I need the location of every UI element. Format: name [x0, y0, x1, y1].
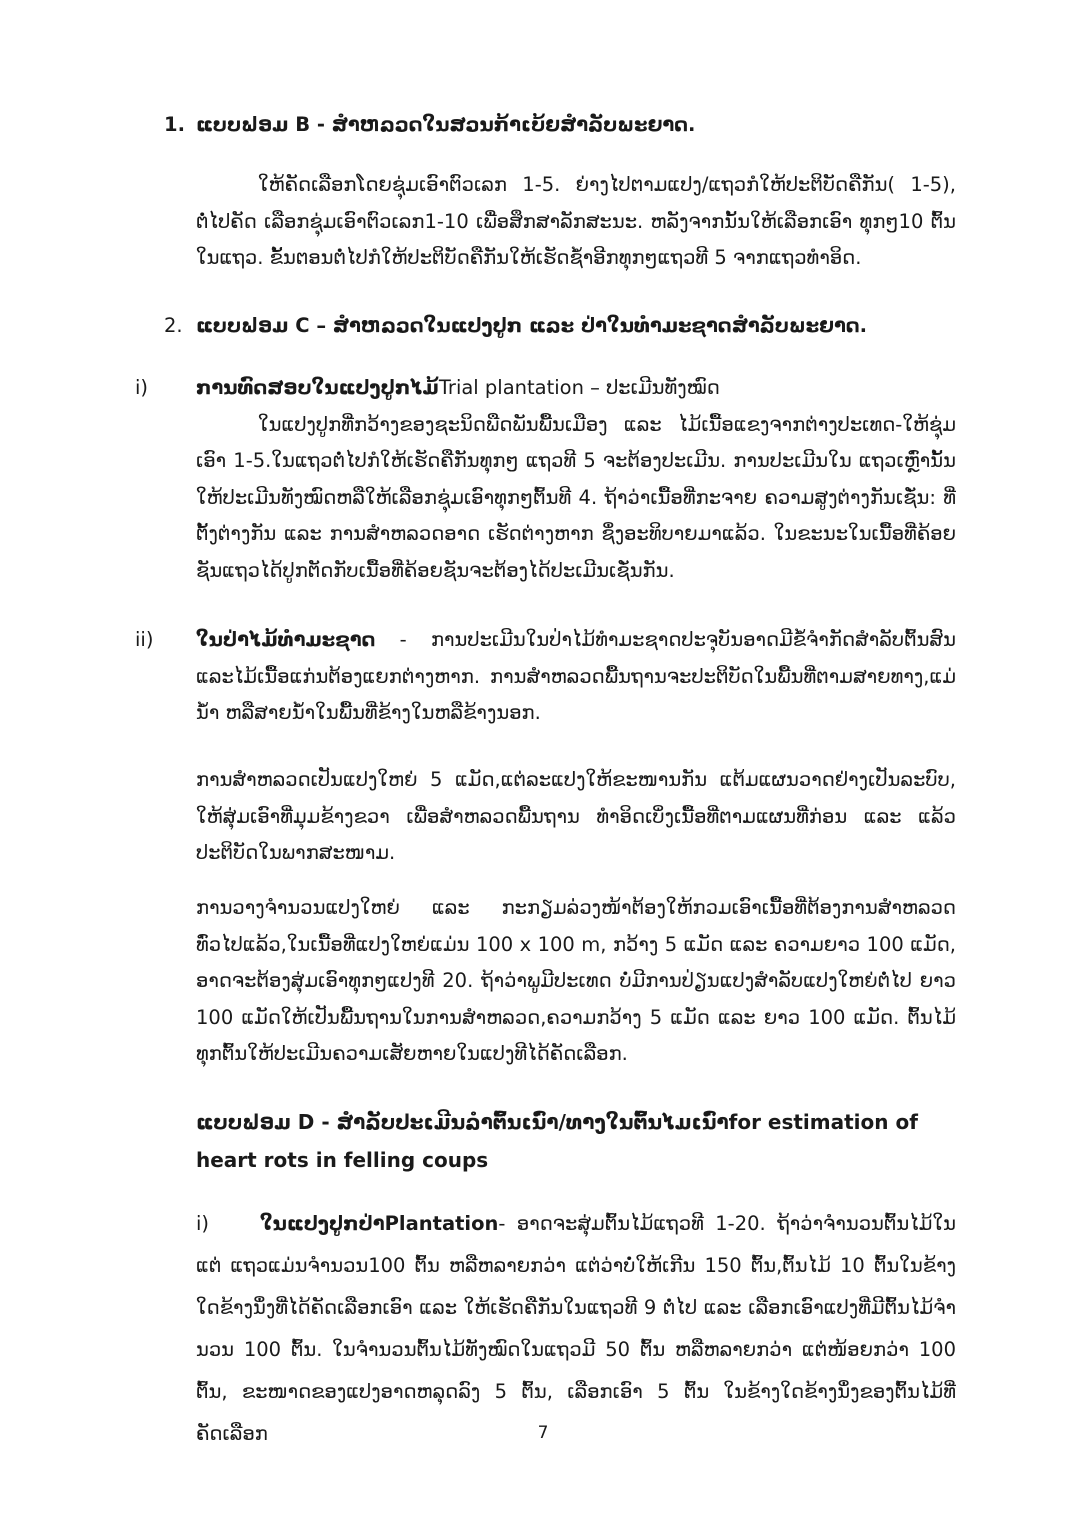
- heading-number: 2.: [164, 314, 183, 337]
- section-ii-body: - ການປະເມີນໃນປ່າໄມ້ທໍາມະຊາດປະຈຸບັນອາດມີຂໍ້ຈໍາກັດສໍາລັບຕົ້ນສົນ ແລະໄມ້ເນື້ອແກ່ນຕ້ອງແຍກຕ່າງຫາກ. ການສໍາຫລວດພື້ນຖານຈະປະຕິບັດໃນພື້ນທີ່ຕາມສາຍທາງ,ແມ່ນ້ຳ ຫລືສາຍນ້ຳໃນພື້ນທີ່ຂ້າງໃນຫລືຂ້າງນອກ.: [196, 628, 956, 724]
- section-ii-title-bold: ໃນປ່າໄມ້ທໍາມະຊາດ: [196, 628, 376, 651]
- section-ii-paragraph: [196, 622, 956, 732]
- section-ii-label: ii): [135, 628, 154, 651]
- paragraph-survey: [196, 762, 956, 872]
- subsection-i: [196, 1203, 956, 1455]
- section-i-label: i): [135, 376, 149, 399]
- section-ii: [196, 622, 956, 732]
- paragraph-plan: [196, 890, 956, 1073]
- subsection-i-label: i): [196, 1212, 210, 1235]
- page-number: 7: [537, 1423, 549, 1443]
- heading-form-d: ແບບຟອມ D - ສໍາລັບປະເມີນລໍາຕົ້ນເນົ່າ/ທາງໃນຕົ້ນໄມເນົ່າfor estimation of heart rots in felling coups: [196, 1110, 918, 1172]
- section-i-title-bold: ການທົດສອບໃນແປງປູກໄມ້: [196, 376, 439, 399]
- section-i-title: [196, 370, 956, 407]
- heading-form-b: [164, 107, 964, 143]
- paragraph-text: ການສໍາຫລວດເປັນແປງໃຫຍ່ 5 ແມັດ,ແຕ່ລະແປງໃຫ້ຂະໜານກັນ ແຕ້ມແຜນວາດຢ່າງເປັນລະບົບ, ໃຫ້ສຸ່ມເອົາທີ່ມຸມຂ້າງຂວາ ເພື່ອສໍາຫລວດພື້ນຖານ ທໍາອິດເບິ່ງເນື້ອທີ່ຕາມແຜນທີ່ກ່ອນ ແລະ ແລ້ວປະຕິບັດໃນພາກສະໜາມ.: [196, 768, 956, 864]
- paragraph-text: ໃຫ້ຄັດເລືອກໂດຍຊຸ່ມເອົາຕົວເລກ 1-5. ຍ່າງໄປຕາມແປງ/ແຖວກໍໃຫ້ປະຕິບັດຄືກັນ( 1-5), ຕໍ່ໄປຄັດ ເລືອກຊຸ່ມເອົາຕົວເລກ1-10 ເພື່ອສຶກສາລັກສະນະ. ຫລັງຈາກນັ້ນໃຫ້ເລືອກເອົາ ທຸກໆ10 ຕົ້ນໃນແຖວ. ຂັ້ນຕອນຕໍ່ໄປກໍໃຫ້ປະຕິບັດຄືກັນໃຫ້ເຮັດຊ້ຳອີກທຸກໆແຖວທີ 5 ຈາກແຖວທໍາອິດ.: [196, 173, 956, 269]
- section-i-body: ໃນແປງປູກທີ່ກວ້າງຂອງຊະນິດພືດພັນພື້ນເມືອງ ແລະ ໄມ້ເນື້ອແຂງຈາກຕ່າງປະເທດ-ໃຫ້ຊຸ່ມເອົາ 1-5.ໃນແຖວຕໍ່ໄປກໍໃຫ້ເຮັດຄືກັນທຸກໆ ແຖວທີ 5 ຈະຕ້ອງປະເມີນ. ການປະເມີນໃນ ແຖວເຫຼົ່ານັ້ນໃຫ້ປະເມີນທັງໝົດຫລືໃຫ້ເລືອກຊຸ່ມເອົາທຸກໆຕົ້ນທີ 4. ຖ້າວ່າເນື້ອທີ່ກະຈາຍ ຄວາມສູງຕ່າງກັນເຊັ່ນ: ທີ່ຕັ້ງຕ່າງກັນ ແລະ ການສໍາຫລວດອາດ ເຮັດຕ່າງຫາກ ຊຶ່ງອະທິບາຍມາແລ້ວ. ໃນຂະນະໃນເນື້ອທີ່ຄ້ອຍຊັນແຖວໄດ້ປູກຕັດກັບເນື້ອທີ່ຄ້ອຍຊັນຈະຕ້ອງໄດ້ປະເມີນເຊັ່ນກັນ.: [196, 412, 956, 582]
- paragraph-text: ການວາງຈໍານວນແປງໃຫຍ່ ແລະ ກະກຽມລ່ວງໜ້າຕ້ອງໃຫ້ກວມເອົາເນື້ອທີ່ຕ້ອງການສໍາຫລວດ ທົ່ວໄປແລ້ວ,ໃນເນື້ອທີ່ແປງໃຫຍ່ແມ່ນ 100 x 100 m, ກວ້າງ 5 ແມັດ ແລະ ຄວາມຍາວ 100 ແມັດ, ອາດຈະຕ້ອງສຸ່ມເອົາທຸກໆແປງທີ 20. ຖ້າວ່າພູມີປະເທດ ບໍ່ມີການປ່ຽນແປງສໍາລັບແປງໃຫຍ່ຕໍ່ໄປ ຍາວ 100 ແມັດໃຫ້ເປັນພື້ນຖານໃນການສໍາຫລວດ,ຄວາມກວ້າງ 5 ແມັດ ແລະ ຍາວ 100 ແມັດ. ຕົ້ນໄມ້ ທຸກຕົ້ນໃຫ້ປະເມີນຄວາມເສັຍຫາຍໃນແປງທີໄດ້ຄັດເລືອກ.: [196, 896, 956, 1065]
- heading-text: ແບບຟອມ B - ສໍາຫລວດໃນສວນກ້າເບ້ຍສໍາລັບພະຍາດ.: [196, 113, 696, 136]
- heading-text: ແບບຟອມ C – ສໍາຫລວດໃນແປງປູກ ແລະ ປ່າໃນທໍາມະຊາດສໍາລັບພະຍາດ.: [196, 314, 868, 337]
- paragraph-form-b: [196, 167, 956, 277]
- subsection-i-body: - ອາດຈະສຸ່ມຕົ້ນໄມ້ແຖວທີ 1-20. ຖ້າວ່າຈໍານວນຕົ້ນໄມ້ໃນແຕ່ ແຖວແມ່ນຈໍານວນ100 ຕົ້ນ ຫລືຫລາຍກວ່າ ແຕ່ວ່າບໍ່ໃຫ້ເກີນ 150 ຕົ້ນ,ຕົ້ນໄມ້ 10 ຕົ້ນໃນຂ້າງ ໃດຂ້າງນຶ່ງທີ່ໄດ້ຄັດເລືອກເອົາ ແລະ ໃຫ້ເຮັດຄືກັນໃນແຖວທີ 9 ຕໍ່ໄປ ແລະ ເລືອກເອົາແປງທີ່ມີຕົ້ນໄມ້ຈໍານວນ 100 ຕົ້ນ. ໃນຈໍານວນຕົ້ນໄມ້ທັງໝົດໃນແຖວມີ 50 ຕົ້ນ ຫລືຫລາຍກວ່າ ແຕ່ໜ້ອຍກວ່າ 100 ຕົ້ນ, ຂະໜາດຂອງແປງອາດຫລຸດລົງ 5 ຕົ້ນ, ເລືອກເອົາ 5 ຕົ້ນ ໃນຂ້າງໃດຂ້າງນຶ່ງຂອງຕົ້ນໄມ້ທີ່ຄັດເລືອກ: [196, 1212, 956, 1445]
- subsection-i-title: ໃນແປງປູກປ່າPlantation: [260, 1212, 499, 1235]
- heading-number: 1.: [164, 113, 185, 136]
- heading-form-c: [164, 308, 964, 344]
- section-i-title-rest: Trial plantation – ປະເມີນທັງໝົດ: [438, 376, 720, 399]
- section-i: [196, 370, 956, 589]
